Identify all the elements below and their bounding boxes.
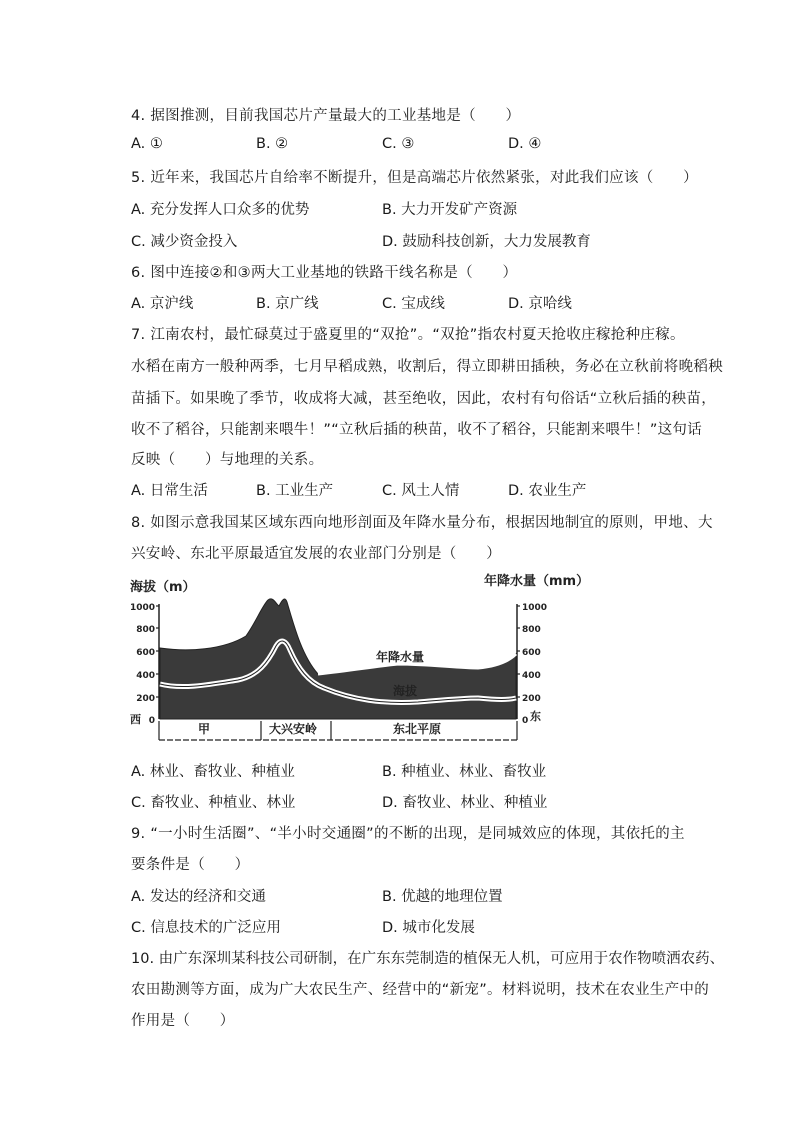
q9-line-1: 9. “一小时生活圈”、“半小时交通圈”的不断的出现，是同城效应的体现，其依托的主	[131, 826, 685, 842]
left-tick-800: 800	[136, 625, 155, 635]
q5-stem: 5. 近年来，我国芯片自给率不断提升，但是高端芯片依然紧张，对此我们应该（ ）	[131, 170, 698, 186]
q5-option-a: A. 充分发挥人口众多的优势	[131, 202, 310, 218]
right-axis-title: 年降水量（mm）	[484, 574, 590, 589]
q8-line-1: 8. 如图示意我国某区域东西向地形剖面及年降水量分布，根据因地制宜的原则，甲地、大	[131, 515, 713, 531]
q4-option-b: B. ②	[256, 136, 289, 152]
q9-option-b: B. 优越的地理位置	[382, 889, 503, 905]
q4-option-a: A. ①	[131, 136, 163, 152]
precip-curve-label: 年降水量	[376, 650, 425, 664]
q4-option-c: C. ③	[382, 136, 415, 152]
q8-option-c: C. 畜牧业、种植业、林业	[131, 795, 296, 811]
q10-line-2: 农田勘测等方面，成为广大农民生产、经营中的“新宠”。材料说明，技术在农业生产中的	[131, 982, 710, 998]
q8-option-b: B. 种植业、林业、畜牧业	[382, 764, 547, 780]
q6-stem: 6. 图中连接②和③两大工业基地的铁路干线名称是（ ）	[131, 265, 518, 281]
q10-line-3: 作用是（ ）	[131, 1013, 235, 1029]
q7-line-2: 水稻在南方一般种两季，七月早稻成熟，收割后，得立即耕田插秧，务必在立秋前将晚稻秧	[131, 359, 723, 375]
q5-option-d: D. 鼓励科技创新，大力发展教育	[382, 234, 591, 250]
right-tick-600: 600	[522, 648, 541, 658]
q6-option-b: B. 京广线	[256, 296, 319, 312]
q8-option-d: D. 畜牧业、林业、种植业	[382, 795, 548, 811]
q6-option-c: C. 宝成线	[382, 296, 445, 312]
q7-option-a: A. 日常生活	[131, 483, 208, 499]
q5-option-b: B. 大力开发矿产资源	[382, 202, 518, 218]
q4-stem: 4. 据图推测，目前我国芯片产量最大的工业基地是（ ）	[131, 108, 521, 124]
q7-option-b: B. 工业生产	[256, 483, 334, 499]
q9-line-2: 要条件是（ ）	[131, 857, 250, 873]
left-tick-200: 200	[136, 694, 155, 704]
q7-option-c: C. 风土人情	[382, 483, 460, 499]
q9-option-c: C. 信息技术的广泛应用	[131, 920, 281, 936]
terrain-profile-figure	[128, 566, 598, 746]
east-label: 东	[530, 710, 541, 723]
right-tick-800: 800	[522, 625, 541, 635]
q9-option-d: D. 城市化发展	[382, 920, 475, 936]
right-tick-400: 400	[522, 671, 541, 681]
region-northeast-plain: 东北平原	[393, 722, 442, 736]
q6-option-a: A. 京沪线	[131, 296, 194, 312]
q10-line-1: 10. 由广东深圳某科技公司研制，在广东东莞制造的植保无人机，可应用于农作物喷洒农药、	[131, 951, 725, 967]
region-bracket	[159, 721, 517, 740]
q8-line-2: 兴安岭、东北平原最适宜发展的农业部门分别是（ ）	[131, 546, 501, 562]
q7-line-5: 反映（ ）与地理的关系。	[131, 452, 324, 468]
left-tick-400: 400	[136, 671, 155, 681]
left-tick-1000: 1000	[129, 603, 155, 613]
right-tick-0: 0	[522, 716, 529, 726]
q5-option-c: C. 减少资金投入	[131, 234, 238, 250]
left-tick-0: 0	[148, 716, 155, 726]
q4-option-d: D. ④	[508, 136, 542, 152]
q7-line-1: 7. 江南农村，最忙碌莫过于盛夏里的“双抢”。“双抢”指农村夏天抢收庄稼抢种庄稼。	[131, 327, 685, 343]
q7-option-d: D. 农业生产	[508, 483, 587, 499]
left-tick-600: 600	[136, 648, 155, 658]
q9-option-a: A. 发达的经济和交通	[131, 889, 266, 905]
right-tick-1000: 1000	[522, 603, 548, 613]
elevation-curve-label: 海拔	[393, 684, 418, 698]
west-label: 西	[130, 713, 141, 726]
q8-option-a: A. 林业、畜牧业、种植业	[131, 764, 295, 780]
region-daxinganling: 大兴安岭	[269, 722, 318, 736]
q7-line-3: 苗插下。如果晚了季节，收成将大减，甚至绝收，因此，农村有句俗话“立秋后插的秧苗，	[131, 391, 717, 407]
left-axis-title: 海拔（m）	[130, 580, 196, 595]
right-tick-200: 200	[522, 694, 541, 704]
region-jia: 甲	[198, 722, 211, 736]
q6-option-d: D. 京哈线	[508, 296, 572, 312]
q7-line-4: 收不了稻谷，只能割来喂牛！”“立秋后插的秧苗，收不了稻谷，只能割来喂牛！”这句话	[131, 422, 703, 438]
